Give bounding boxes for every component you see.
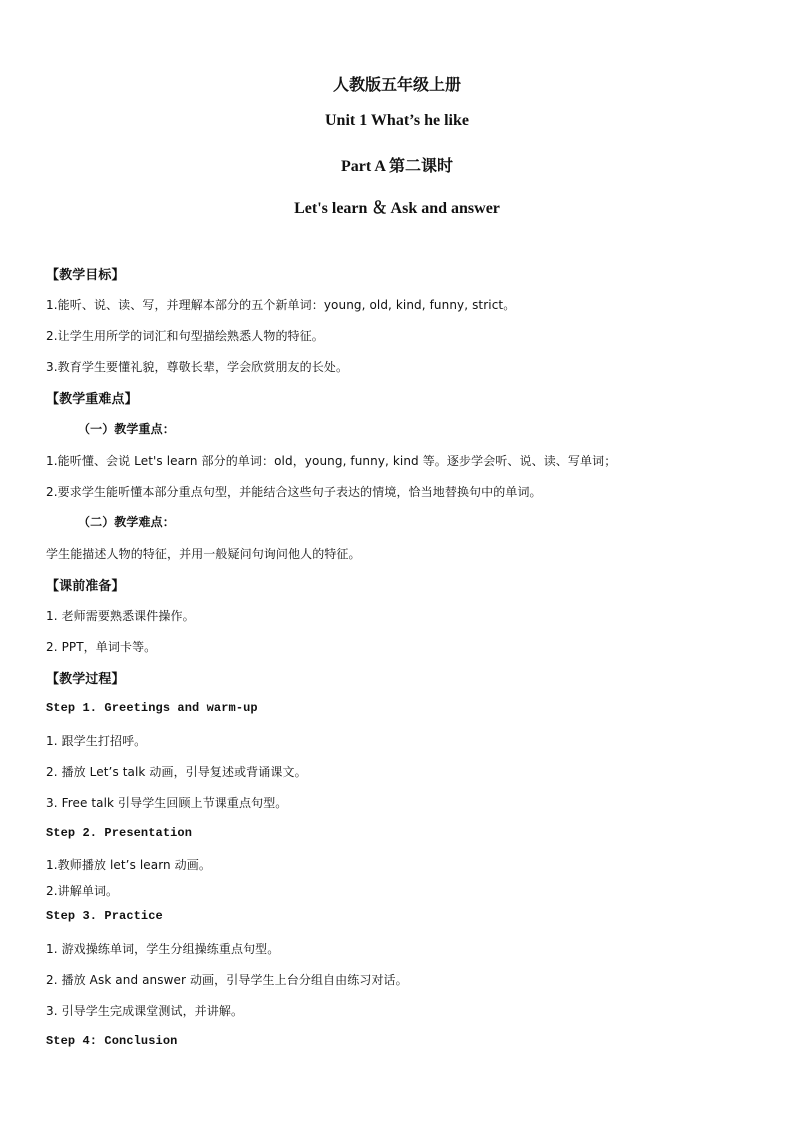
preparation-heading: 【课前准备】 bbox=[46, 579, 125, 594]
unit-title: Unit 1 What’s he like bbox=[324, 112, 469, 129]
difficulty-text: 学生能描述人物的特征，并用一般疑问句询问他人的特征。 bbox=[46, 547, 361, 561]
step2-item: 2.讲解单词。 bbox=[46, 884, 119, 898]
difficulty-title: （二）教学难点： bbox=[78, 515, 175, 529]
step1-title: Step 1. Greetings and warm-up bbox=[46, 701, 258, 715]
focus-item: 1.能听懂、会说 Let's learn 部分的单词：old，young, funny, kind 等。逐步学会听、说、读、写单词； bbox=[46, 454, 617, 468]
step1-item: 3. Free talk 引导学生回顾上节课重点句型。 bbox=[46, 796, 288, 810]
step3-item: 3. 引导学生完成课堂测试，并讲解。 bbox=[46, 1004, 244, 1018]
step3-item: 1. 游戏操练单词，学生分组操练重点句型。 bbox=[46, 942, 280, 956]
step1-item: 1. 跟学生打招呼。 bbox=[46, 734, 147, 748]
step1-item: 2. 播放 Let’s talk 动画，引导复述或背诵课文。 bbox=[46, 765, 307, 779]
objective-item: 2.让学生用所学的词汇和句型描绘熟悉人物的特征。 bbox=[46, 329, 324, 343]
objectives-heading: 【教学目标】 bbox=[46, 268, 125, 283]
preparation-item: 2. PPT，单词卡等。 bbox=[46, 640, 157, 654]
lesson-title: Let's learn ＆ Ask and answer bbox=[294, 200, 500, 217]
step3-item: 2. 播放 Ask and answer 动画，引导学生上台分组自由练习对话。 bbox=[46, 973, 408, 987]
step4-title: Step 4: Conclusion bbox=[46, 1034, 178, 1048]
process-heading: 【教学过程】 bbox=[46, 672, 125, 687]
focus-title: （一）教学重点： bbox=[78, 422, 175, 436]
step3-title: Step 3. Practice bbox=[46, 909, 163, 923]
key-points-heading: 【教学重难点】 bbox=[46, 392, 138, 407]
part-title: Part A 第二课时 bbox=[341, 158, 453, 175]
step2-item: 1.教师播放 let’s learn 动画。 bbox=[46, 858, 211, 872]
preparation-item: 1. 老师需要熟悉课件操作。 bbox=[46, 609, 195, 623]
objective-item: 1.能听、说、读、写，并理解本部分的五个新单词：young, old, kind, funny, strict。 bbox=[46, 298, 516, 312]
objective-item: 3.教育学生要懂礼貌，尊敬长辈，学会欣赏朋友的长处。 bbox=[46, 360, 349, 374]
grade-title: 人教版五年级上册 bbox=[332, 77, 461, 94]
focus-item: 2.要求学生能听懂本部分重点句型，并能结合这些句子表达的情境，恰当地替换句中的单词。 bbox=[46, 485, 542, 499]
step2-title: Step 2. Presentation bbox=[46, 826, 193, 840]
